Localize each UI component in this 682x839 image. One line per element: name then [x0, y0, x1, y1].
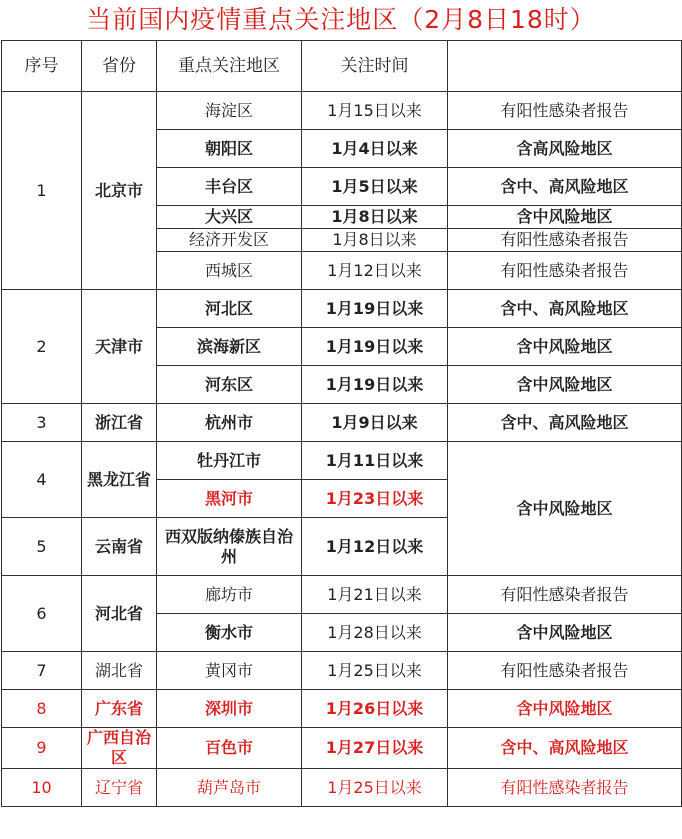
note-cell: 有阳性感染者报告: [448, 769, 682, 807]
time-cell: 1月27日以来: [302, 728, 448, 769]
time-cell: 1月25日以来: [302, 652, 448, 690]
note-cell: 含中风险地区: [448, 206, 682, 229]
area-cell: 廊坊市: [157, 576, 302, 614]
time-cell: 1月21日以来: [302, 576, 448, 614]
note-cell: 含中、高风险地区: [448, 404, 682, 442]
row-number: 10: [2, 769, 82, 807]
row-number: 3: [2, 404, 82, 442]
time-cell: 1月25日以来: [302, 769, 448, 807]
time-cell: 1月9日以来: [302, 404, 448, 442]
province-cell: 广东省: [82, 690, 157, 728]
row-number: 5: [2, 518, 82, 576]
time-cell: 1月23日以来: [302, 480, 448, 518]
header-no: 序号: [2, 41, 82, 92]
row-number: 1: [2, 92, 82, 290]
province-cell: 黑龙江省: [82, 442, 157, 518]
area-cell: 大兴区: [157, 206, 302, 229]
province-cell: 北京市: [82, 92, 157, 290]
note-cell: 有阳性感染者报告: [448, 229, 682, 252]
province-cell: 辽宁省: [82, 769, 157, 807]
area-cell: 丰台区: [157, 168, 302, 206]
time-cell: 1月15日以来: [302, 92, 448, 130]
area-cell: 河东区: [157, 366, 302, 404]
area-cell: 西双版纳傣族自治州: [157, 518, 302, 576]
table-header-row: [2, 41, 682, 92]
note-cell: 有阳性感染者报告: [448, 252, 682, 290]
province-cell: 天津市: [82, 290, 157, 404]
row-number: 2: [2, 290, 82, 404]
time-cell: 1月28日以来: [302, 614, 448, 652]
area-cell: 杭州市: [157, 404, 302, 442]
table-row: [2, 728, 682, 769]
note-cell: 含中风险地区: [448, 366, 682, 404]
note-cell: 有阳性感染者报告: [448, 92, 682, 130]
area-cell: 葫芦岛市: [157, 769, 302, 807]
province-cell: 河北省: [82, 576, 157, 652]
area-cell: 百色市: [157, 728, 302, 769]
area-cell: 西城区: [157, 252, 302, 290]
note-cell: 含中、高风险地区: [448, 728, 682, 769]
time-cell: 1月12日以来: [302, 252, 448, 290]
province-cell: 云南省: [82, 518, 157, 576]
area-cell: 海淀区: [157, 92, 302, 130]
area-cell: 黑河市: [157, 480, 302, 518]
row-number: 7: [2, 652, 82, 690]
time-cell: 1月8日以来: [302, 206, 448, 229]
time-cell: 1月19日以来: [302, 290, 448, 328]
note-cell: 含中、高风险地区: [448, 168, 682, 206]
note-cell: 有阳性感染者报告: [448, 652, 682, 690]
header-province: 省份: [82, 41, 157, 92]
row-number: 6: [2, 576, 82, 652]
area-cell: 经济开发区: [157, 229, 302, 252]
focus-areas-table: [1, 40, 682, 807]
table-row: [2, 576, 682, 614]
province-cell: 湖北省: [82, 652, 157, 690]
note-cell: 含中风险地区: [448, 614, 682, 652]
time-cell: 1月5日以来: [302, 168, 448, 206]
area-cell: 牡丹江市: [157, 442, 302, 480]
header-time: 关注时间: [302, 41, 448, 92]
area-cell: 河北区: [157, 290, 302, 328]
header-area: 重点关注地区: [157, 41, 302, 92]
area-cell: 衡水市: [157, 614, 302, 652]
time-cell: 1月26日以来: [302, 690, 448, 728]
province-cell: 广西自治区: [82, 728, 157, 769]
time-cell: 1月8日以来: [302, 229, 448, 252]
area-cell: 黄冈市: [157, 652, 302, 690]
time-cell: 1月19日以来: [302, 366, 448, 404]
note-cell: 含中、高风险地区: [448, 290, 682, 328]
row-number: 9: [2, 728, 82, 769]
time-cell: 1月12日以来: [302, 518, 448, 576]
area-cell: 深圳市: [157, 690, 302, 728]
table-row: [2, 92, 682, 130]
province-cell: 浙江省: [82, 404, 157, 442]
table-row: [2, 442, 682, 480]
time-cell: 1月19日以来: [302, 328, 448, 366]
table-row: [2, 652, 682, 690]
area-cell: 滨海新区: [157, 328, 302, 366]
area-cell: 朝阳区: [157, 130, 302, 168]
note-cell: 有阳性感染者报告: [448, 576, 682, 614]
note-cell: 含中风险地区: [448, 328, 682, 366]
note-cell: 含高风险地区: [448, 130, 682, 168]
table-row: [2, 769, 682, 807]
row-number: 4: [2, 442, 82, 518]
note-cell: 含中风险地区: [448, 690, 682, 728]
table-row: [2, 290, 682, 328]
header-note: [448, 41, 682, 92]
row-number: 8: [2, 690, 82, 728]
table-row: [2, 690, 682, 728]
note-cell: 含中风险地区: [448, 442, 682, 576]
table-row: [2, 404, 682, 442]
time-cell: 1月11日以来: [302, 442, 448, 480]
page-title: 当前国内疫情重点关注地区（2月8日18时）: [86, 5, 596, 34]
time-cell: 1月4日以来: [302, 130, 448, 168]
